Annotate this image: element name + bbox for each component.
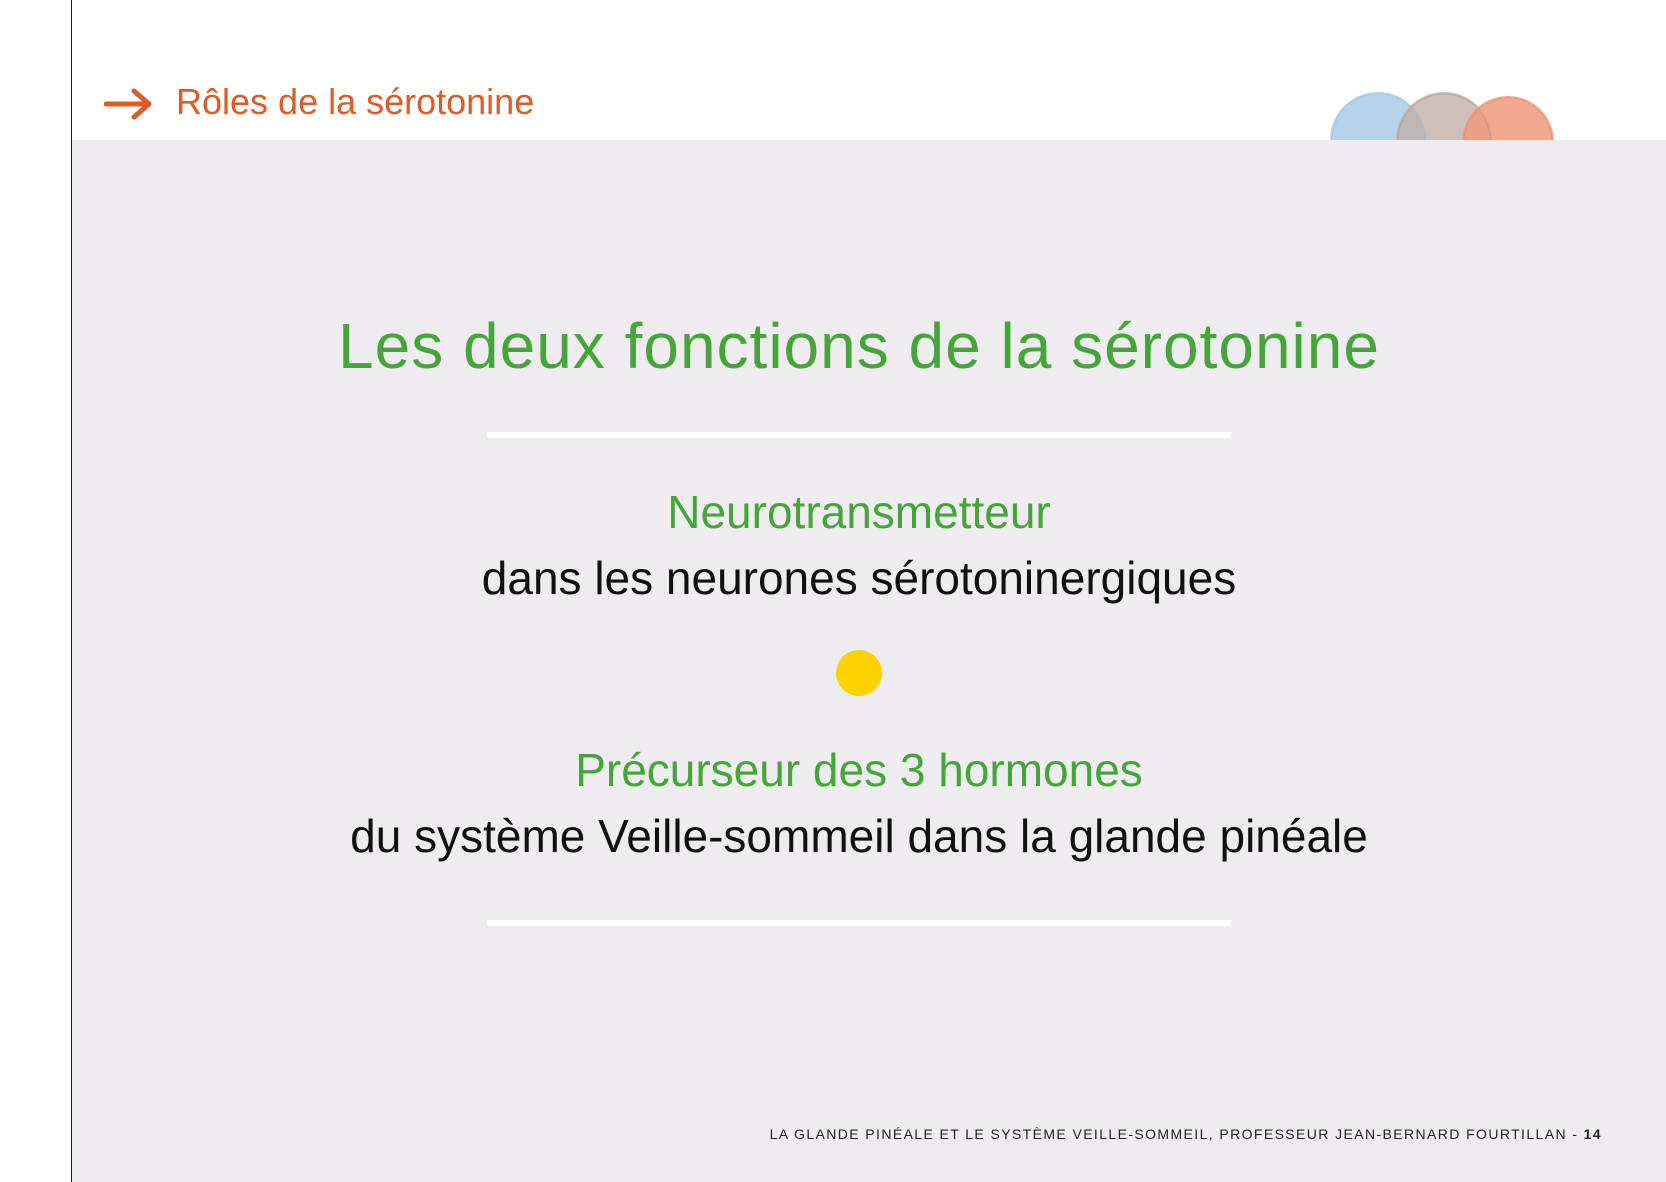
footer — [770, 1126, 1602, 1142]
page-number: 14 — [1583, 1126, 1602, 1142]
yellow-dot-icon — [836, 650, 882, 696]
bottom-divider — [487, 920, 1231, 926]
top-divider — [487, 432, 1231, 438]
function-1-detail: dans les neurones sérotoninergiques — [481, 552, 1237, 604]
arrow-right-icon — [104, 86, 156, 122]
section-title: Rôles de la sérotonine — [176, 81, 535, 122]
function-1-heading: Neurotransmetteur — [667, 486, 1051, 538]
function-2-detail: du système Veille-sommeil dans la glande pinéale — [350, 810, 1368, 862]
slide-title: Les deux fonctions de la sérotonine — [338, 310, 1380, 382]
function-2-heading: Précurseur des 3 hormones — [575, 744, 1143, 796]
footer-separator: - — [1566, 1126, 1584, 1142]
footer-text: LA GLANDE PINÉALE ET LE SYSTÈME VEILLE-SOMMEIL, PROFESSEUR JEAN-BERNARD FOURTILLAN — [769, 1126, 1567, 1142]
